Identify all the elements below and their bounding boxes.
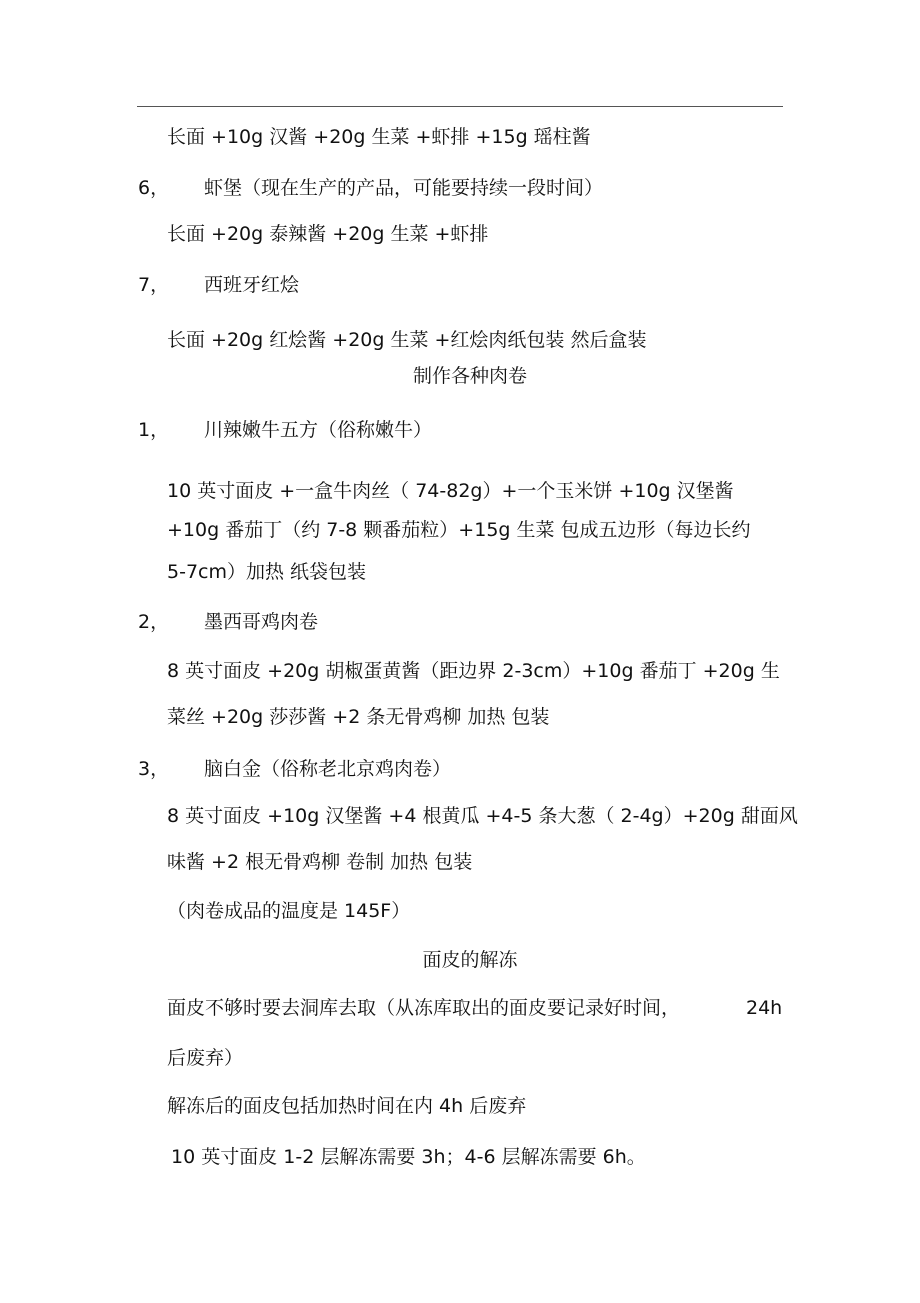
- paragraph-line: 5-7cm）加热 纸袋包装: [167, 561, 367, 583]
- recipe-line: 长面 +20g 红烩酱 +20g 生菜 +红烩肉纸包装 然后盒装: [167, 329, 647, 351]
- item-number: 6，: [138, 177, 170, 199]
- paragraph-line: 10 英寸面皮 +一盒牛肉丝（ 74-82g）+一个玉米饼 +10g 汉堡酱: [167, 480, 734, 502]
- item-heading: 川辣嫩牛五方（俗称嫩牛）: [204, 419, 433, 441]
- item-heading: 虾堡（现在生产的产品，可能要持续一段时间）: [204, 177, 604, 199]
- item-number: 2，: [138, 611, 170, 633]
- recipe-line: 长面 +20g 泰辣酱 +20g 生菜 +虾排: [167, 223, 489, 245]
- section-title: 制作各种肉卷: [412, 365, 527, 387]
- paragraph-line: 8 英寸面皮 +10g 汉堡酱 +4 根黄瓜 +4-5 条大葱（ 2-4g）+20g 甜面风: [167, 805, 798, 827]
- paragraph-line: 后废弃）: [167, 1047, 244, 1069]
- item-heading: 脑白金（俗称老北京鸡肉卷）: [204, 758, 452, 780]
- paragraph-line: 8 英寸面皮 +20g 胡椒蛋黄酱（距边界 2-3cm）+10g 番茄丁 +20g 生: [167, 660, 780, 682]
- paragraph-line-tail: 24h: [746, 997, 783, 1019]
- top-divider: [137, 106, 783, 107]
- item-number: 1，: [138, 419, 170, 441]
- item-heading: 墨西哥鸡肉卷: [204, 611, 319, 633]
- paragraph-line: 10 英寸面皮 1-2 层解冻需要 3h；4-6 层解冻需要 6h。: [171, 1146, 646, 1168]
- section-title: 面皮的解冻: [422, 949, 518, 971]
- note-line: （肉卷成品的温度是 145F）: [167, 900, 411, 922]
- paragraph-line: 面皮不够时要去洞库去取（从冻库取出的面皮要记录好时间，: [167, 997, 681, 1019]
- item-heading: 西班牙红烩: [204, 274, 300, 296]
- paragraph-line: 解冻后的面皮包括加热时间在内 4h 后废弃: [167, 1095, 527, 1117]
- item-number: 3，: [138, 758, 170, 780]
- item-number: 7，: [138, 274, 170, 296]
- paragraph-line: 菜丝 +20g 莎莎酱 +2 条无骨鸡柳 加热 包装: [167, 706, 550, 728]
- paragraph-line: +10g 番茄丁（约 7-8 颗番茄粒）+15g 生菜 包成五边形（每边长约: [167, 519, 751, 541]
- recipe-line: 长面 +10g 汉酱 +20g 生菜 +虾排 +15g 瑶柱酱: [167, 126, 591, 148]
- paragraph-line: 味酱 +2 根无骨鸡柳 卷制 加热 包装: [167, 851, 473, 873]
